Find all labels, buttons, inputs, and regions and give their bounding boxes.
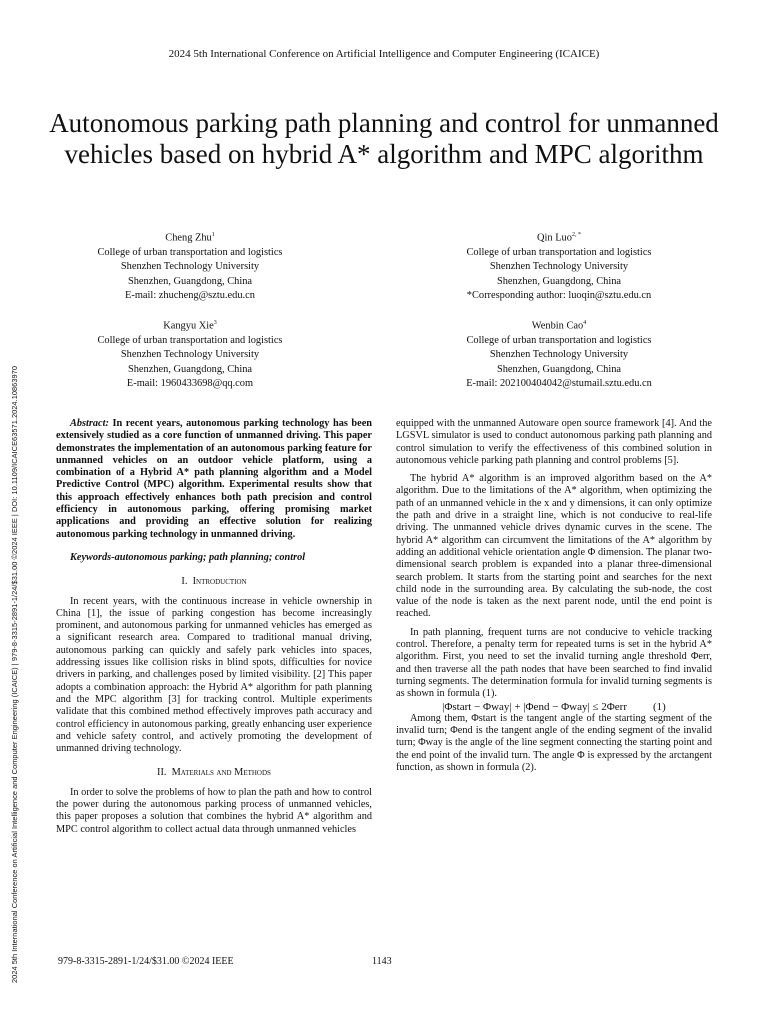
author-university: Shenzhen Technology University	[489, 261, 629, 273]
author-university: Shenzhen Technology University	[120, 349, 260, 361]
formula-1	[396, 701, 712, 713]
paper-title: Autonomous parking path planning and control for unmanned vehicles based on hybrid A* algorithm and MPC algorithm	[49, 108, 719, 169]
section-heading-introduction: I. Introduction	[181, 576, 247, 588]
methods-paragraph: In order to solve the problems of how to plan the path and how to control the power during the autonomous parking process of unmanned vehicles, this paper proposes a solution that combines the hybrid A* algorithm and MPC control algorithm to collect actual data through unmanned vehicles	[56, 786, 372, 835]
author-email: E-mail: 202100404042@stumail.sztu.edu.cn	[466, 378, 652, 390]
right-column	[396, 418, 712, 774]
author-affiliation: College of urban transportation and logistics	[466, 334, 652, 346]
formula-1-expression: |Φstart − Φway| + |Φend − Φway| ≤ 2Φerr	[442, 700, 627, 713]
author-name: Qin Luo$^{2, *}$	[537, 232, 581, 244]
author-location: Shenzhen, Guangdong, China	[496, 275, 622, 287]
author-university: Shenzhen Technology University	[489, 349, 629, 361]
abstract-text: In recent years, autonomous parking technology has been extensively studied as a core function of unmanned driving. This paper demonstrates the implementation of an autonomous parking feature for unmanned vehicles on an outdoor vehicle platform, using a combination of a Hybrid A* path planning algorithm and a Model Predictive Control (MPC) algorithm. Experimental results show that this approach effectively enhances both path precision and control efficiency in autonomous parking, offering promising market applications and providing an effective solution for realizing autonomous parking technology in unmanned driving.	[56, 418, 373, 540]
formula-1-number: (1)	[653, 700, 666, 713]
author-university: Shenzhen Technology University	[120, 261, 260, 273]
author-block-4	[409, 316, 709, 392]
paragraph-among-them: Among them, Φstart is the tangent angle of the starting segment of the invalid turn; Φend is the tangent angle of the ending segment of the invalid turn; Φway is the angle of the line segment connecting the starting point and the end point of the invalid turn. The angle Φ is expressed by the arctangent function, as shown in formula (2).	[396, 712, 712, 774]
author-block-1	[40, 228, 340, 304]
paragraph-continuation: equipped with the unmanned Autoware open source framework [4]. And the LGSVL simulator is used to conduct autonomous parking path planning and control simulation to verify the effectiveness of this combined solution in autonomous vehicle parking path planning and control problems [5].	[396, 418, 712, 466]
author-email: E-mail: 1960433698@qq.com	[126, 378, 254, 390]
doi-sidebar: 2024 5th International Conference on Artificial Intelligence and Computer Engineering (ICAICE) | 979-8-3315-2891-1/24/$31.00 ©2024 IEEE | DOI: 10.1109/ICAICE63571.2024.10863970	[10, 366, 19, 983]
author-name: Cheng Zhu$^1$	[165, 232, 215, 244]
abstract	[56, 418, 372, 541]
section-heading-methods: II. Materials and Methods	[157, 767, 271, 779]
author-location: Shenzhen, Guangdong, China	[496, 363, 622, 375]
author-location: Shenzhen, Guangdong, China	[127, 363, 253, 375]
author-affiliation: College of urban transportation and logistics	[466, 246, 652, 258]
author-block-3	[40, 316, 340, 392]
paragraph-hybrid-astar: The hybrid A* algorithm is an improved algorithm based on the A* algorithm. Due to the limitations of the A* algorithm, when optimizing the path of an unmanned vehicle in the x and y dimensions, it can only optimize the path and drive in a straight line, which is not conducive to real-life driving. The unmanned vehicle drives dynamic curves in the scene. The hybrid A* algorithm can circumvent the limitations of the A* algorithm by adding an additional vehicle orientation angle Φ dimension. The planar two-dimensional search problem is expanded into a planar three-dimensional search problem. It starts from the starting point and searches for the next child node in the surrounding area. By calculating the sub-node, the cost value of the node is taken as the next parent node, until the end point is reached.	[396, 473, 712, 620]
author-email: E-mail: zhucheng@sztu.edu.cn	[125, 290, 255, 302]
page-number: 1143	[372, 956, 392, 967]
author-affiliation: College of urban transportation and logistics	[97, 246, 283, 258]
keywords: Keywords-autonomous parking; path planning; control	[70, 551, 306, 563]
left-column	[56, 418, 372, 836]
abstract-label: Abstract:	[70, 418, 109, 429]
conference-header: 2024 5th International Conference on Artificial Intelligence and Computer Engineering (ICAICE)	[168, 48, 600, 60]
author-name: Wenbin Cao$^4$	[531, 320, 587, 332]
author-name: Kangyu Xie$^3$	[163, 320, 217, 332]
author-email: *Corresponding author: luoqin@sztu.edu.cn	[466, 290, 652, 302]
footer-isbn: 979-8-3315-2891-1/24/$31.00 ©2024 IEEE	[58, 956, 234, 967]
author-location: Shenzhen, Guangdong, China	[127, 275, 253, 287]
paragraph-path-planning: In path planning, frequent turns are not conducive to vehicle tracking control. Therefore, a penalty term for repeated turns is set in the hybrid A* algorithm. First, you need to set the invalid turning angle threshold Φerr, and then traverse all the path nodes that have been searched to find invalid turning segments. The determination formula for invalid turning segments is as shown in formula (1).	[396, 626, 712, 700]
author-block-2	[409, 228, 709, 304]
author-affiliation: College of urban transportation and logistics	[97, 334, 283, 346]
intro-paragraph: In recent years, with the continuous increase in vehicle ownership in China [1], the issue of parking congestion has become increasingly prominent, and autonomous parking for unmanned vehicles has emerged as a significant research area. Compared to traditional manual driving, autonomous parking can quickly and safely park vehicles into spaces, addressing issues like collision risks in blind spots, difficulties for novice drivers in parking, and challenges posed by limited visibility. [2] This paper adopts a combination approach: the Hybrid A* algorithm for path planning and the MPC algorithm [3] for tracking control. Multiple experiments validate that this combined method effectively improves path accuracy and control efficiency in autonomous parking, greatly enhancing user experience and vehicle safety control, and actively promoting the development of unmanned driving technology.	[56, 595, 372, 755]
